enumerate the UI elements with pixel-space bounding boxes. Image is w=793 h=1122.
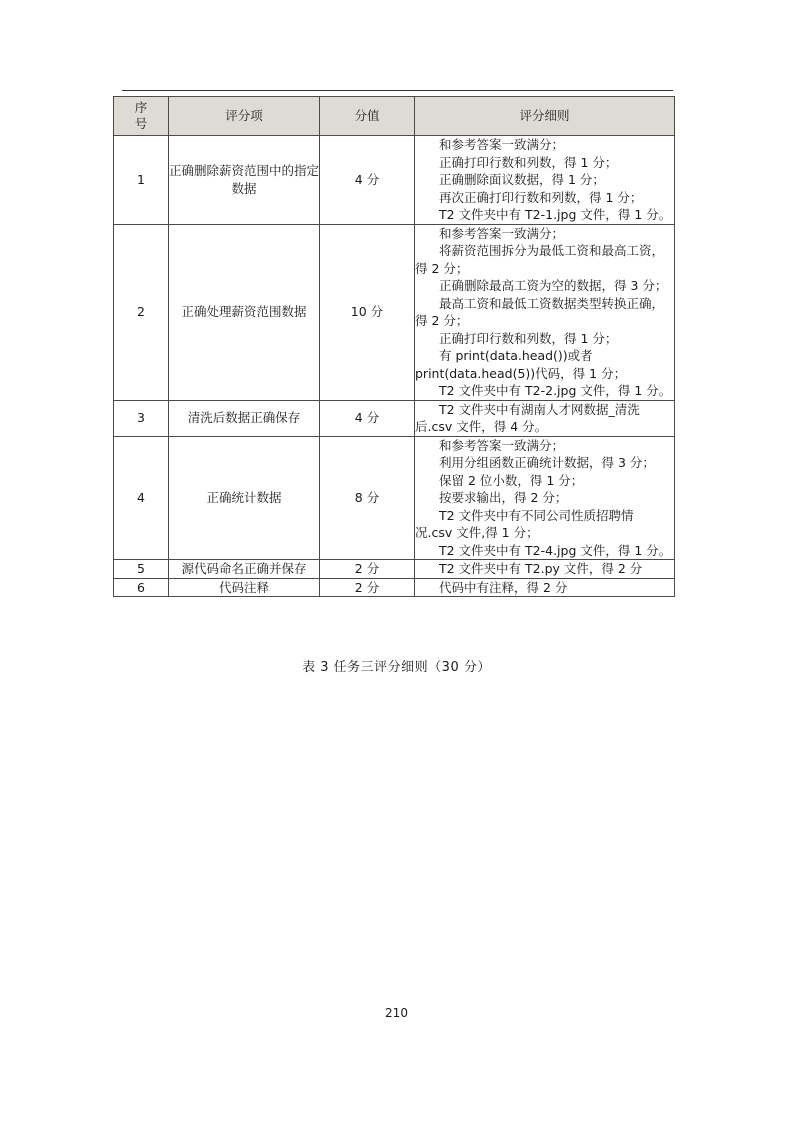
rule-line: 后.csv 文件，得 4 分。 — [415, 419, 548, 434]
table-row — [114, 224, 675, 400]
header-score: 分值 — [320, 97, 415, 136]
row-number: 1 — [114, 136, 169, 225]
rule-line: 和参考答案一致满分； — [439, 437, 565, 453]
row-score: 4 分 — [320, 136, 415, 225]
row-score: 2 分 — [320, 578, 415, 597]
row-rules — [415, 578, 675, 597]
header-seq-line2: 号 — [134, 116, 148, 131]
row-score: 8 分 — [320, 436, 415, 560]
row-number: 4 — [114, 436, 169, 560]
row-number: 2 — [114, 224, 169, 400]
rule-line: T2 文件夹中有 T2.py 文件，得 2 分 — [439, 561, 643, 576]
row-score: 4 分 — [320, 400, 415, 436]
rule-line: T2 文件夹中有 T2-4.jpg 文件，得 1 分。 — [439, 542, 672, 558]
grading-table — [113, 96, 675, 597]
header-rules: 评分细则 — [415, 97, 675, 136]
rule-line: 代码中有注释，得 2 分 — [439, 579, 568, 595]
row-item: 正确处理薪资范围数据 — [169, 224, 320, 400]
rule-line: 况.csv 文件,得 1 分； — [415, 525, 539, 540]
row-score: 10 分 — [320, 224, 415, 400]
page-number: 210 — [385, 1006, 408, 1020]
row-rules — [415, 224, 675, 400]
table-row — [114, 136, 675, 225]
header-item: 评分项 — [169, 97, 320, 136]
row-item: 代码注释 — [169, 578, 320, 597]
rule-line: 正确删除最高工资为空的数据，得 3 分； — [439, 278, 668, 293]
row-rules — [415, 560, 675, 579]
rule-line: 利用分组函数正确统计数据，得 3 分； — [439, 455, 655, 470]
row-item: 清洗后数据正确保存 — [169, 400, 320, 436]
rule-line: T2 文件夹中有 T2-1.jpg 文件，得 1 分。 — [439, 207, 672, 222]
row-item: 源代码命名正确并保存 — [169, 560, 320, 579]
rule-line: 正确打印行数和列数，得 1 分； — [439, 154, 618, 170]
rule-line: 最高工资和最低工资数据类型转换正确， — [439, 295, 665, 311]
rule-line: 再次正确打印行数和列数，得 1 分； — [439, 189, 643, 205]
rule-line: 和参考答案一致满分； — [439, 225, 565, 241]
header-seq-line1: 序 — [134, 100, 148, 115]
row-rules — [415, 136, 675, 225]
rule-line: 和参考答案一致满分； — [439, 137, 565, 152]
rule-line: 有 print(data.head())或者 — [439, 348, 593, 363]
rule-line: 将薪资范围拆分为最低工资和最高工资， — [439, 243, 665, 258]
rule-line: 按要求输出，得 2 分； — [439, 490, 568, 505]
row-item: 正确统计数据 — [169, 436, 320, 560]
table-caption: 表 3 任务三评分细则（30 分） — [302, 660, 491, 675]
rule-line: T2 文件夹中有不同公司性质招聘情 — [439, 507, 634, 523]
table-row — [114, 560, 675, 579]
row-number: 5 — [114, 560, 169, 579]
rule-line: T2 文件夹中有湖南人才网数据_清洗 — [439, 401, 640, 417]
rule-line: T2 文件夹中有 T2-2.jpg 文件，得 1 分。 — [439, 383, 672, 398]
row-number: 3 — [114, 400, 169, 436]
row-rules — [415, 400, 675, 436]
row-score: 2 分 — [320, 560, 415, 579]
table-row — [114, 436, 675, 560]
table-header-row — [114, 97, 675, 136]
rule-line: print(data.head(5))代码，得 1 分； — [415, 365, 627, 381]
rule-line: 得 2 分； — [415, 313, 469, 328]
row-item: 正确删除薪资范围中的指定数据 — [169, 136, 320, 225]
table-row — [114, 400, 675, 436]
rule-line: 保留 2 位小数，得 1 分； — [439, 472, 584, 488]
header-seq — [114, 97, 169, 136]
rule-line: 正确删除面议数据，得 1 分； — [439, 172, 605, 187]
row-rules — [415, 436, 675, 560]
row-number: 6 — [114, 578, 169, 597]
table-row — [114, 578, 675, 597]
rule-line: 得 2 分； — [415, 260, 469, 276]
rule-line: 正确打印行数和列数，得 1 分； — [439, 330, 618, 346]
header-rule — [122, 90, 673, 91]
